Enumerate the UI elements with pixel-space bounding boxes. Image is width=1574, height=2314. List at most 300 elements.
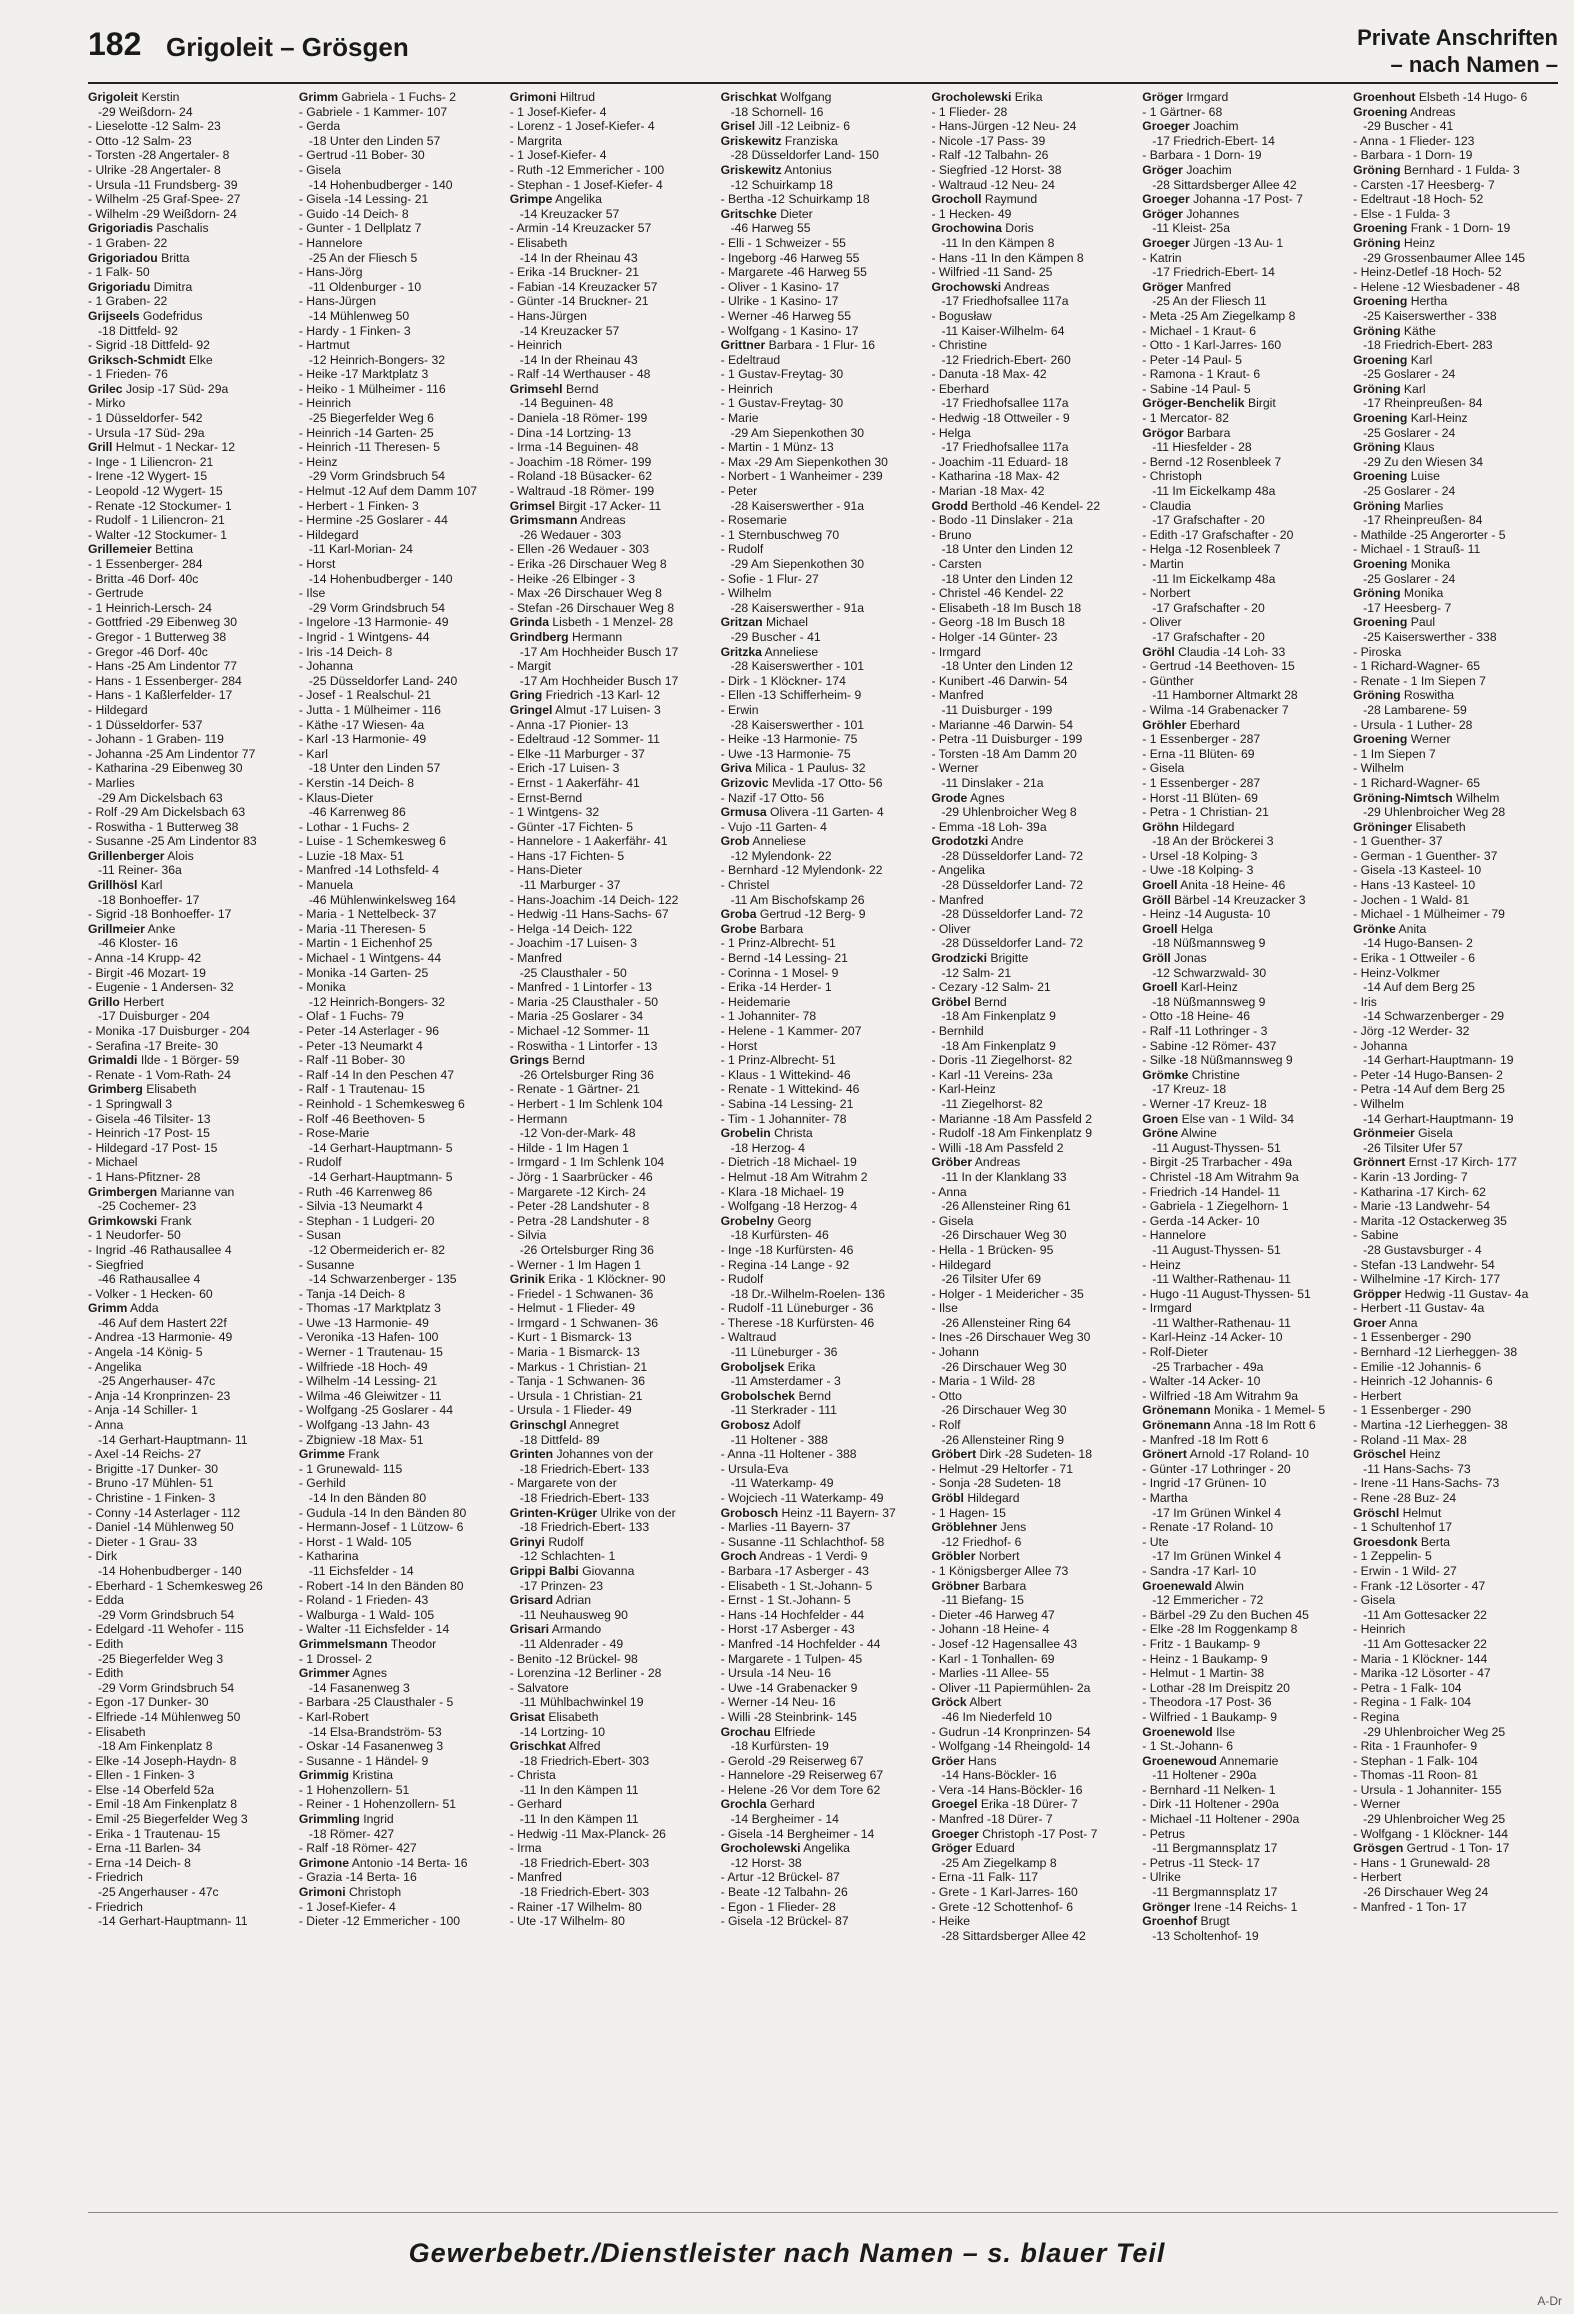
directory-entry [931,791,1136,806]
entry-detail: Karl [1400,381,1426,396]
footer-divider [88,2212,1558,2213]
directory-entry-line: -14 Hohenbudberger - 140 [308,177,453,192]
directory-entry-line: -11 Eichsfelder - 14 [308,1563,414,1578]
directory-entry-line: - Eberhard [931,381,990,396]
entry-detail: Marlies [1400,498,1444,513]
directory-entry-line: - Margarete von der [509,1476,617,1491]
directory-entry-line: -11 Walther-Rathenau- 11 [1152,1272,1291,1287]
directory-entry-line: - 1 Zeppelin- 5 [1353,1549,1432,1564]
directory-entry-line: - Emma -18 Loh- 39a [931,819,1047,834]
directory-entry-line: -28 Düsseldorfer Land- 72 [941,936,1084,951]
entry-detail: Wolfgang [776,90,832,104]
directory-entry-line: - 1 Wintgens- 32 [509,805,600,820]
directory-entry-line: - Ralf - 1 Trautenau- 15 [298,1082,425,1097]
directory-entry-line: - 1 Neudorfer- 50 [88,1228,181,1243]
directory-entry-line: - Wilhelmine -17 Kirch- 177 [1353,1272,1501,1287]
directory-entry-line: -17 Friedhofsallee 117a [941,294,1069,309]
directory-entry-line: - 1 Graben- 22 [88,294,168,309]
directory-entry-line: -11 Im Eickelkamp 48a [1152,484,1276,499]
entry-surname: Grobe [720,921,757,936]
directory-entry-line: - Maria -11 Theresen- 5 [298,921,426,936]
directory-entry-line: - 1 Königsberger Allee 73 [931,1563,1069,1578]
directory-entry-line: - Wilhelm -25 Graf-Spee- 27 [88,192,241,207]
directory-entry-line: - Monika -14 Garten- 25 [298,965,429,980]
page-header [88,22,1558,84]
directory-entry-line: - Emil -18 Am Finkenplatz 8 [88,1797,238,1812]
entry-surname: Griskewitz [720,162,782,177]
entry-surname: Grillmeier [88,921,145,936]
directory-entry-line: -17 Prinzen- 23 [519,1578,604,1593]
entry-surname: Groesdonk [1353,1534,1418,1549]
directory-entry-line: -12 Von-der-Mark- 48 [519,1126,636,1141]
directory-entry-line: -29 Buscher - 41 [730,629,821,644]
directory-entry-line: - Frank -12 Lösorter - 47 [1353,1578,1486,1593]
directory-entry-line: -17 Rheinpreußen- 84 [1363,513,1483,528]
directory-entry-line: - Heinz [1142,1257,1181,1272]
entry-surname: Griksch-Schmidt [88,352,186,367]
entry-surname: Groboljsek [720,1359,785,1374]
directory-entry-line: - 1 Guenther- 37 [1353,834,1443,849]
directory-entry-line: - Monika [298,980,346,995]
directory-entry-line: -11 Amsterdamer - 3 [730,1374,841,1389]
directory-entry-line: - Sandra -17 Karl- 10 [1142,1563,1257,1578]
entry-surname: Grobelny [720,1213,775,1228]
directory-entry [1142,820,1347,835]
directory-entry-line: -18 Unter den Linden 57 [308,761,441,776]
directory-entry-line: - Stephan - 1 Falk- 104 [1353,1753,1478,1768]
directory-entry [88,90,293,105]
directory-entry [1142,1126,1347,1141]
directory-entry-line: - Uwe -13 Harmonie- 49 [298,1315,429,1330]
directory-entry-line: - Marie [720,411,759,426]
entry-detail: Ingrid [359,1812,394,1827]
directory-entry-line: - Birgit -46 Mozart- 19 [88,965,206,980]
directory-entry [1353,163,1558,178]
directory-entry-line: - Iris [1353,994,1377,1009]
directory-entry-line: - Benito -12 Brückel- 98 [509,1651,638,1666]
directory-column [299,90,504,2210]
directory-entry [1353,105,1558,120]
directory-entry-line: -11 Hans-Sachs- 73 [1363,1461,1471,1476]
directory-entry-line: - German - 1 Guenther- 37 [1353,848,1498,863]
directory-entry-line: -11 Walther-Rathenau- 11 [1152,1315,1291,1330]
directory-entry-line: - Hardy - 1 Finken- 3 [298,323,411,338]
directory-entry-line: - Roswitha - 1 Butterweg 38 [88,819,239,834]
entry-detail: Andreas [972,1155,1021,1170]
entry-detail: Barbara - 1 Flur- 16 [765,338,876,353]
directory-entry-line: - Rainer -17 Wilhelm- 80 [509,1899,642,1914]
directory-entry-line: - Rolf [931,1418,961,1433]
directory-entry-line: - Herbert -11 Gustav- 4a [1353,1301,1485,1316]
entry-surname: Gröbel [931,994,971,1009]
directory-entry-line: -28 Düsseldorfer Land- 72 [941,907,1084,922]
entry-detail: Karl [1407,352,1433,367]
entry-surname: Gröck [931,1695,967,1710]
entry-surname: Grigoleit [88,90,139,104]
directory-columns [88,90,1558,2210]
directory-entry-line: -25 Am Ziegelkamp 8 [941,1855,1057,1870]
directory-entry-line: - Wilhelm -14 Lessing- 21 [298,1374,438,1389]
directory-entry-line: - Hans-Joachim -14 Deich- 122 [509,892,679,907]
directory-entry-line: - Heinz [298,454,338,469]
directory-entry-line: - Regina -14 Lange - 92 [720,1257,850,1272]
entry-surname: Groenewoud [1142,1753,1217,1768]
directory-entry [1142,878,1347,893]
directory-entry-line: -13 Scholtenhof- 19 [1152,1928,1259,1943]
directory-entry-line: - Heidemarie [720,994,791,1009]
directory-entry [1142,922,1347,937]
directory-entry-line: - Manfred -18 Im Rott 6 [1142,1432,1269,1447]
directory-entry-line: - Wilhelm [1353,1096,1404,1111]
directory-entry-line: - Heinrich -17 Post- 15 [88,1126,210,1141]
directory-entry-line: -11 Hiesfelder - 28 [1152,440,1252,455]
directory-entry-line: - Georg -18 Im Busch 18 [931,615,1065,630]
directory-entry-line: - Manuela [298,878,354,893]
directory-entry-line: -18 Friedrich-Ebert- 133 [519,1520,650,1535]
directory-entry-line: - Maria - 1 Nettelbeck- 37 [298,907,437,922]
directory-entry-line: - Zbigniew -18 Max- 51 [298,1432,424,1447]
directory-entry-line: - Inge -18 Kurfürsten- 46 [720,1242,854,1257]
entry-surname: Gröning [1353,688,1401,703]
directory-entry-line: - Egon - 1 Flieder- 28 [720,1899,836,1914]
directory-entry-line: -18 Schornell- 16 [730,104,824,119]
directory-entry-line: - Grazia -14 Berta- 16 [298,1870,417,1885]
directory-entry-line: - Walter -12 Stockumer- 1 [88,527,228,542]
directory-entry-line: - Oliver - 1 Kasino- 17 [720,279,840,294]
directory-entry [721,1360,926,1375]
directory-entry-line: - Dieter - 1 Grau- 33 [88,1534,198,1549]
page-tag: A-Dr [1537,2294,1562,2308]
directory-entry [510,630,715,645]
entry-detail: Jens [997,1520,1027,1535]
directory-entry-line: - Edith [88,1666,124,1681]
directory-entry [721,1126,926,1141]
entry-detail: Anita [1395,921,1427,936]
entry-detail: Ilse [1212,1724,1236,1739]
entry-surname: Grodd [931,498,968,513]
directory-entry-line: - Anna [931,1184,967,1199]
entry-surname: Groening [1353,469,1408,484]
directory-entry-line: - Gerhild [298,1476,346,1491]
entry-detail: Bernd [970,994,1007,1009]
directory-entry-line: -18 Dittfeld- 92 [98,323,178,338]
directory-entry-line: - Wilfried - 1 Baukamp- 9 [1142,1709,1278,1724]
directory-entry-line: - Christoph [1142,469,1202,484]
directory-entry-line: - Günter -17 Lothringer - 20 [1142,1461,1291,1476]
directory-entry-line: - Sigrid -18 Dittfeld- 92 [88,338,210,353]
directory-entry-line: - Hildegard [298,527,359,542]
directory-entry-line: - Horst [720,1038,758,1053]
entry-detail: Friedrich -13 Karl- 12 [542,688,661,703]
directory-entry-line: - Hermine -25 Goslarer - 44 [298,513,448,528]
directory-entry-line: - Gottfried -29 Eibenweg 30 [88,615,238,630]
directory-entry-line: - Karl -11 Vereins- 23a [931,1067,1053,1082]
entry-surname: Gröning [1353,440,1401,455]
directory-entry-line: - Wilhelm [1353,761,1404,776]
directory-entry-line: - Ilse [931,1301,958,1316]
directory-entry-line: -18 Am Finkenplatz 9 [941,1009,1056,1024]
directory-entry-line: - Wilfriede -18 Hoch- 49 [298,1359,428,1374]
entry-detail: Angelika [552,192,602,207]
directory-entry-line: - Marian -18 Max- 42 [931,484,1045,499]
directory-entry-line: - Edda [88,1593,124,1608]
directory-entry-line: - Horst -17 Asberger - 43 [720,1622,855,1637]
directory-entry-line: - Gisela [1353,1593,1396,1608]
directory-entry-line: -17 Grafschafter - 20 [1152,629,1265,644]
entry-surname: Grömke [1142,1067,1189,1082]
directory-entry [721,163,926,178]
directory-column [1353,90,1558,2210]
directory-entry [721,119,926,134]
entry-detail: Annegret [566,1418,619,1433]
directory-entry [1353,221,1558,236]
directory-entry-line: - Elisabeth [88,1724,146,1739]
directory-entry-line: - Markus - 1 Christian- 21 [509,1359,648,1374]
directory-entry-line: - Oliver -11 Papiermühlen- 2a [931,1680,1091,1695]
directory-entry-line: - Margrita [509,133,562,148]
directory-entry-line: -18 Unter den Linden 57 [308,133,441,148]
directory-entry [1353,1447,1558,1462]
directory-entry-line: - Fabian -14 Kreuzacker 57 [509,279,658,294]
entry-detail: Bernd [795,1388,831,1403]
directory-entry-line: - Susanne [298,1257,355,1272]
directory-entry-line: -17 Am Hochheider Busch 17 [519,644,679,659]
entry-surname: Grochau [720,1724,771,1739]
directory-entry-line: - Ingeborg -46 Harweg 55 [720,250,860,265]
directory-entry-line: - Manfred [509,951,562,966]
entry-detail: Antonio -14 Berta- 16 [348,1855,468,1870]
directory-entry-line: - 1 Hohenzollern- 51 [298,1782,410,1797]
entry-surname: Groer [1353,1315,1387,1330]
entry-surname: Gröger [931,1841,973,1856]
directory-entry-line: -46 Im Niederfeld 10 [941,1709,1052,1724]
entry-detail: Christoph [345,1885,402,1900]
directory-entry-line: - Margit [509,659,552,674]
entry-surname: Gröschel [1353,1447,1406,1462]
entry-detail: Christa [770,1126,813,1141]
entry-surname: Groegel [931,1797,978,1812]
directory-entry-line: -17 Grafschafter - 20 [1152,513,1265,528]
directory-entry-line: -18 Friedrich-Ebert- 283 [1363,338,1493,353]
directory-entry-line: -14 Gerhart-Hauptmann- 5 [308,1140,453,1155]
directory-entry-line: -18 Dr.-Wilhelm-Roelen- 136 [730,1286,886,1301]
directory-entry-line: - Stefan -26 Dirschauer Weg 8 [509,600,675,615]
directory-entry-line: - 1 Im Siepen 7 [1353,746,1436,761]
entry-surname: Groen [1142,1111,1179,1126]
directory-entry-line: - Else - 1 Fulda- 3 [1353,206,1451,221]
directory-entry-line: - Irmgard [1142,1301,1192,1316]
directory-entry-line: -28 Sittardsberger Allee 42 [1152,177,1297,192]
entry-detail: Elsbeth -14 Hugo- 6 [1415,90,1528,104]
directory-entry-line: - Anna - 1 Flieder- 123 [1353,133,1475,148]
entry-detail: Hertha [1407,294,1448,309]
directory-entry-line: -18 Unter den Linden 12 [941,542,1073,557]
directory-entry-line: - Manfred - 1 Ton- 17 [1353,1899,1467,1914]
directory-entry-line: - Emil -25 Biegerfelder Weg 3 [88,1812,248,1827]
directory-entry-line: - Peter -14 Paul- 5 [1142,352,1242,367]
directory-entry-line: - Herbert - 1 Im Schlenk 104 [509,1096,663,1111]
directory-entry-line: - Ulrike [1142,1870,1181,1885]
entry-surname: Gröhl [1142,644,1175,659]
directory-entry-line: - Gregor - 1 Butterweg 38 [88,629,227,644]
directory-entry [721,1797,926,1812]
directory-entry [1142,718,1347,733]
directory-entry-line: - Helmut - 1 Flieder- 49 [509,1301,636,1316]
directory-entry-line: - Kerstin -14 Deich- 8 [298,775,415,790]
directory-entry-line: - Grete -12 Schottenhof- 6 [931,1899,1074,1914]
directory-entry-line: - Günter -17 Fichten- 5 [509,819,633,834]
entry-surname: Gröer [931,1753,965,1768]
directory-entry-line: - Irene -12 Wygert- 15 [88,469,208,484]
directory-entry-line: - Hans-Jürgen [509,308,587,323]
entry-detail: Helga [1177,921,1213,936]
directory-entry-line: - Wilma -14 Grabenacker 7 [1142,702,1289,717]
directory-entry-line: -25 Cochemer- 23 [98,1199,197,1214]
directory-entry-line: - Meta -25 Am Ziegelkamp 8 [1142,308,1296,323]
directory-entry [88,1214,293,1229]
directory-entry-line: - Roland - 1 Frieden- 43 [298,1593,429,1608]
entry-surname: Grittner [720,338,766,353]
directory-entry-line: -29 Uhlenbroicher Weg 28 [1363,805,1506,820]
directory-entry-line: -17 Am Hochheider Busch 17 [519,673,679,688]
directory-entry-line: -29 Vorm Grindsbruch 54 [98,1607,235,1622]
directory-entry-line: - Barbara -17 Asberger - 43 [720,1563,869,1578]
entry-surname: Grings [509,1053,549,1068]
directory-entry-line: - Ellen -26 Wedauer - 303 [509,542,650,557]
directory-entry-line: -46 Kloster- 16 [98,936,178,951]
directory-entry-line: - Waltraud -18 Römer- 199 [509,484,655,499]
directory-entry-line: - Gerhard [509,1797,562,1812]
directory-entry [510,1506,715,1521]
directory-entry-line: - Helene - 1 Kammer- 207 [720,1024,862,1038]
entry-surname: Grochowski [931,279,1002,294]
entry-detail: Johannes [1182,206,1240,221]
entry-surname: Gröbner [931,1578,980,1593]
directory-entry-line: - Wilhelm [720,586,772,601]
directory-entry-line: - Serafina -17 Breite- 30 [88,1038,219,1053]
entry-detail: Herbert [119,994,164,1009]
directory-entry-line: -14 Beguinen- 48 [519,396,614,411]
directory-entry [721,776,926,791]
directory-entry-line: - Gertrude [88,586,144,601]
directory-entry-line: - Jochen - 1 Wald- 81 [1353,892,1470,907]
directory-entry-line: - Mathilde -25 Angerorter - 5 [1353,527,1506,542]
directory-entry-line: - Martina -12 Lierheggen- 38 [1353,1418,1508,1433]
directory-entry [931,1520,1136,1535]
directory-entry [931,221,1136,236]
directory-entry-line: - Marika -12 Lösorter - 47 [1353,1666,1491,1681]
directory-entry-line: -11 Hamborner Altmarkt 28 [1152,688,1298,703]
directory-entry-line: -25 Goslarer - 24 [1363,367,1456,382]
entry-detail: Mevlida -17 Otto- 56 [768,775,883,790]
directory-entry-line: - Katrin [1142,250,1182,265]
entry-detail: Anna [1386,1315,1418,1330]
entry-detail: Elisabeth [544,1709,599,1724]
directory-entry-line: - Renate - 1 Wittekind- 46 [720,1082,860,1097]
directory-entry-line: -14 Hugo-Bansen- 2 [1363,936,1473,951]
directory-entry [1353,1506,1558,1521]
directory-entry-line: -26 Dirschauer Weg 24 [1363,1885,1489,1900]
directory-entry [721,922,926,937]
directory-entry-line: - Petra - 1 Falk- 104 [1353,1680,1462,1695]
directory-entry-line: - Karl -13 Harmonie- 49 [298,732,427,747]
directory-entry-line: - Lorenzina -12 Berliner - 28 [509,1666,662,1681]
entry-detail: Ilde - 1 Börger- 59 [137,1053,240,1068]
directory-entry-line: -29 Uhlenbroicher Weg 25 [1363,1812,1506,1827]
directory-entry-line: - Holger -14 Günter- 23 [931,629,1058,644]
directory-entry-line: -26 Tilsiter Ufer 57 [1363,1140,1463,1155]
directory-entry-line: - Heinrich [509,338,562,353]
directory-entry-line: - Salvatore [509,1680,569,1695]
directory-entry-line: - Iris -14 Deich- 8 [298,644,393,659]
directory-entry [88,922,293,937]
directory-entry-line: -17 Heesberg- 7 [1363,600,1452,615]
directory-entry-line: - Karl [298,746,328,761]
directory-entry-line: - Emilie -12 Johannis- 6 [1353,1359,1482,1374]
directory-entry-line: - Claudia [1142,498,1192,513]
directory-entry-line: - Wolfgang - 1 Klöckner- 144 [1353,1826,1509,1841]
directory-entry-line: -14 Bergheimer - 14 [730,1812,839,1827]
directory-entry-line: - Hans - 1 Kaßlerfelder- 17 [88,688,233,703]
directory-entry-line: - Karl-Heinz -14 Acker- 10 [1142,1330,1283,1345]
directory-entry [721,1506,926,1521]
directory-entry-line: - Hans -17 Fichten- 5 [509,848,625,863]
entry-surname: Grönger [1142,1899,1191,1914]
directory-entry-line: -18 Römer- 427 [308,1826,395,1841]
directory-entry-line: -14 Hans-Böckler- 16 [941,1768,1057,1783]
directory-entry-line: - 1 Prinz-Albrecht- 51 [720,936,836,951]
directory-entry [1142,1754,1347,1769]
directory-entry-line: - Rita - 1 Fraunhofer- 9 [1353,1739,1478,1754]
directory-entry [88,1185,293,1200]
directory-entry-line: - Hans-Jörg [298,265,363,280]
directory-entry [1353,236,1558,251]
directory-entry-line: - Ralf -18 Römer- 427 [298,1841,417,1856]
directory-entry-line: -29 Am Dickelsbach 63 [98,790,223,805]
entry-detail: Hildegard [963,1491,1020,1505]
entry-surname: Grimme [298,1447,345,1462]
directory-entry-line: - 1 Essenberger - 290 [1353,1330,1472,1345]
directory-entry-line: - Kunibert -46 Darwin- 54 [931,673,1068,688]
directory-entry [88,542,293,557]
directory-entry-line: -46 Harweg 55 [730,221,811,236]
entry-detail: Erika [1011,90,1043,104]
directory-entry [510,1739,715,1754]
entry-detail: Lisbeth - 1 Menzel- 28 [549,615,673,630]
directory-entry [510,1535,715,1550]
directory-entry [1142,207,1347,222]
directory-entry-line: - Siegfried -12 Horst- 38 [931,162,1062,177]
directory-entry [1142,426,1347,441]
directory-entry [510,615,715,630]
directory-entry-line: - Ute -17 Wilhelm- 80 [509,1914,625,1929]
directory-entry-line: -18 Friedrich-Ebert- 303 [519,1855,650,1870]
directory-entry-line: -14 In der Rheinau 43 [519,250,638,265]
entry-detail: Heinz [1400,235,1436,250]
directory-entry-line: -18 Bonhoeffer- 17 [98,892,200,907]
directory-entry-line: - Angela -14 König- 5 [88,1345,203,1360]
entry-surname: Groeger [1142,119,1190,134]
entry-detail: Helmut [1399,1505,1442,1520]
directory-entry-line: - Grete - 1 Karl-Jarres- 160 [931,1885,1078,1900]
directory-entry-line: - Bernd -12 Rosenbleek 7 [1142,454,1282,469]
directory-entry-line: - Piroska [1353,644,1402,659]
directory-entry [1353,382,1558,397]
entry-detail: Andreas [577,513,626,528]
directory-entry-line: - Ulrike - 1 Kasino- 17 [720,294,839,309]
entry-detail: Gertrud -12 Berg- 9 [756,907,866,922]
directory-entry-line: - Erich -17 Luisen- 3 [509,761,620,776]
